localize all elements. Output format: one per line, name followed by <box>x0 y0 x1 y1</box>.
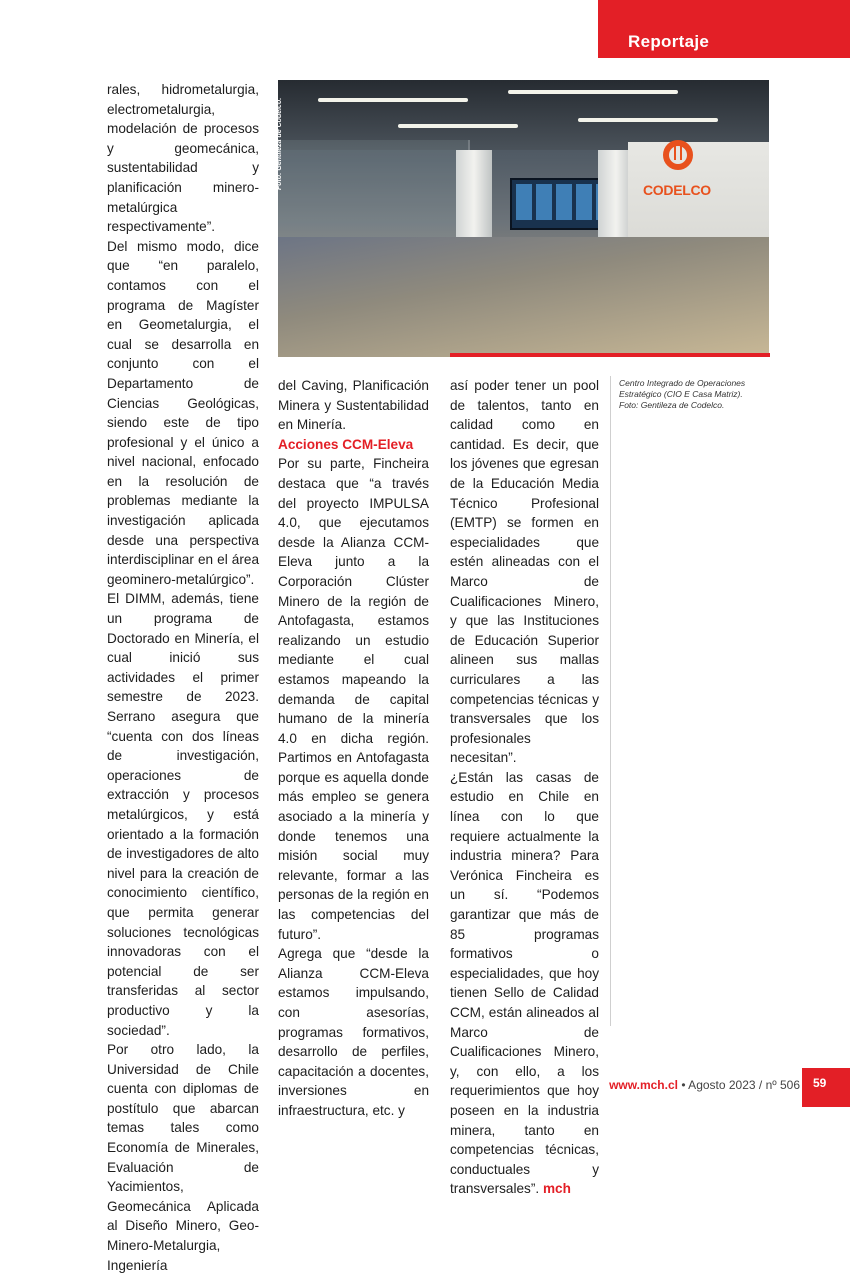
codelco-logo-text: CODELCO <box>643 182 711 198</box>
ceiling-light <box>508 90 678 94</box>
column-3 <box>450 376 599 1199</box>
page-number-box <box>802 1068 850 1107</box>
page-number: 59 <box>813 1076 827 1090</box>
paragraph: Por otro lado, la Universidad de Chile cuenta con diplomas de postítulo que abarcan temas tales como Economía de Minerales, Evaluación de Yacimientos, Geomecánica Aplicada al Diseño Minero, Geo-Minero-Metalurgia, Ingeniería <box>107 1042 259 1273</box>
subheading: Acciones CCM-Eleva <box>278 436 414 452</box>
paragraph: Por su parte, Fincheira destaca que “a través del proyecto IMPULSA 4.0, que ejecutamos desde la Alianza CCM-Eleva junto a la Corporación Clúster Minero de la región de Antofagasta, estamos realizando un estudio mediante el cual estamos mapeando la demanda de capital humano de la minería 4.0 en dicha región. Partimos en Antofagasta porque es aquella donde más empleo se genera asociado a la minería y donde tenemos una misión social muy relevante, formar a las personas de la región en las competencias del futuro”. <box>278 456 429 942</box>
column-divider <box>610 376 611 1026</box>
page-footer <box>609 1078 800 1092</box>
paragraph: así poder tener un pool de talentos, tanto en calidad como en cantidad. Es decir, que los jóvenes que egresan de la Educación Media Técnico Profesional (EMTP) se formen en especialidades que estén alineadas con el Marco de Cualificaciones Minero, y que las Instituciones de Educación Superior alineen sus mallas curriculares a las competencias técnicas y transversales que los profesionales necesitan”. <box>450 378 599 766</box>
end-mark-logo: mch <box>542 1181 571 1197</box>
ceiling-light <box>318 98 468 102</box>
column-1 <box>107 80 259 1275</box>
ceiling-light <box>578 118 718 122</box>
photo-floor <box>278 237 769 357</box>
photo-accent-line <box>450 353 770 357</box>
codelco-logo-mark <box>674 146 682 160</box>
website-link[interactable]: www.mch.cl <box>609 1078 678 1092</box>
paragraph: rales, hidrometalurgia, electrometalurgia, modelación de procesos y geomecánica, sustentabilidad y planificación minero-metalúrgica respectivamente”. <box>107 82 259 235</box>
paragraph: del Caving, Planificación Minera y Sustentabilidad en Minería. <box>278 378 429 433</box>
issue-info: • Agosto 2023 / nº 506 <box>681 1078 800 1092</box>
photo-caption: Centro Integrado de Operaciones Estratégico (CIO E Casa Matriz). Foto: Gentileza de Codelco. <box>619 378 746 410</box>
paragraph <box>450 768 599 1199</box>
paragraph: El DIMM, además, tiene un programa de Doctorado en Minería, el cual inició sus actividades el primer semestre de 2023. Serrano asegura que “cuenta con dos líneas de investigación, operaciones de extracción y procesos metalúrgicos, y está orientado a la formación de investigadores de alto nivel para la creación de conocimiento científico, que permita generar soluciones tecnológicas innovadoras con el potencial de ser transferidas al sector productivo y la sociedad”. <box>107 591 259 1038</box>
photo-credit: Foto: Gentileza de Codelco. <box>276 97 283 190</box>
paragraph: Del mismo modo, dice que “en paralelo, contamos con el programa de Magíster en Geometalurgia, el cual se desarrolla en conjunto con el Departamento de Ciencias Geológicas, siendo este de tipo profesional y el único a nivel nacional, enfocado en la resolución de problemas mediante la investigación aplicada desde una perspectiva interdisciplinar en el área geominero-metalúrgico”. <box>107 238 259 587</box>
section-label: Reportaje <box>628 32 710 51</box>
paragraph: Agrega que “desde la Alianza CCM-Eleva estamos impulsando, con asesorías, programas formativos, desarrollo de perfiles, capacitación a docentes, inversiones en infraestructura, etc. y <box>278 946 429 1118</box>
paragraph-text: ¿Están las casas de estudio en Chile en línea con lo que requiere actualmente la industria minera? Para Verónica Fincheira es un sí. “Podemos garantizar que más de 85 programas formativos o especialidades, que hoy tienen Sello de Calidad CCM, están alineados al Marco de Cualificaciones Minero, y, con ello, a los requerimientos que hoy poseen en la industria minera, tanto en competencias técnicas, conductuales y transversales”. <box>450 769 599 1197</box>
column-2 <box>278 376 429 1121</box>
ceiling-light <box>398 124 518 128</box>
section-tab <box>598 0 850 58</box>
article-photo <box>278 80 769 357</box>
